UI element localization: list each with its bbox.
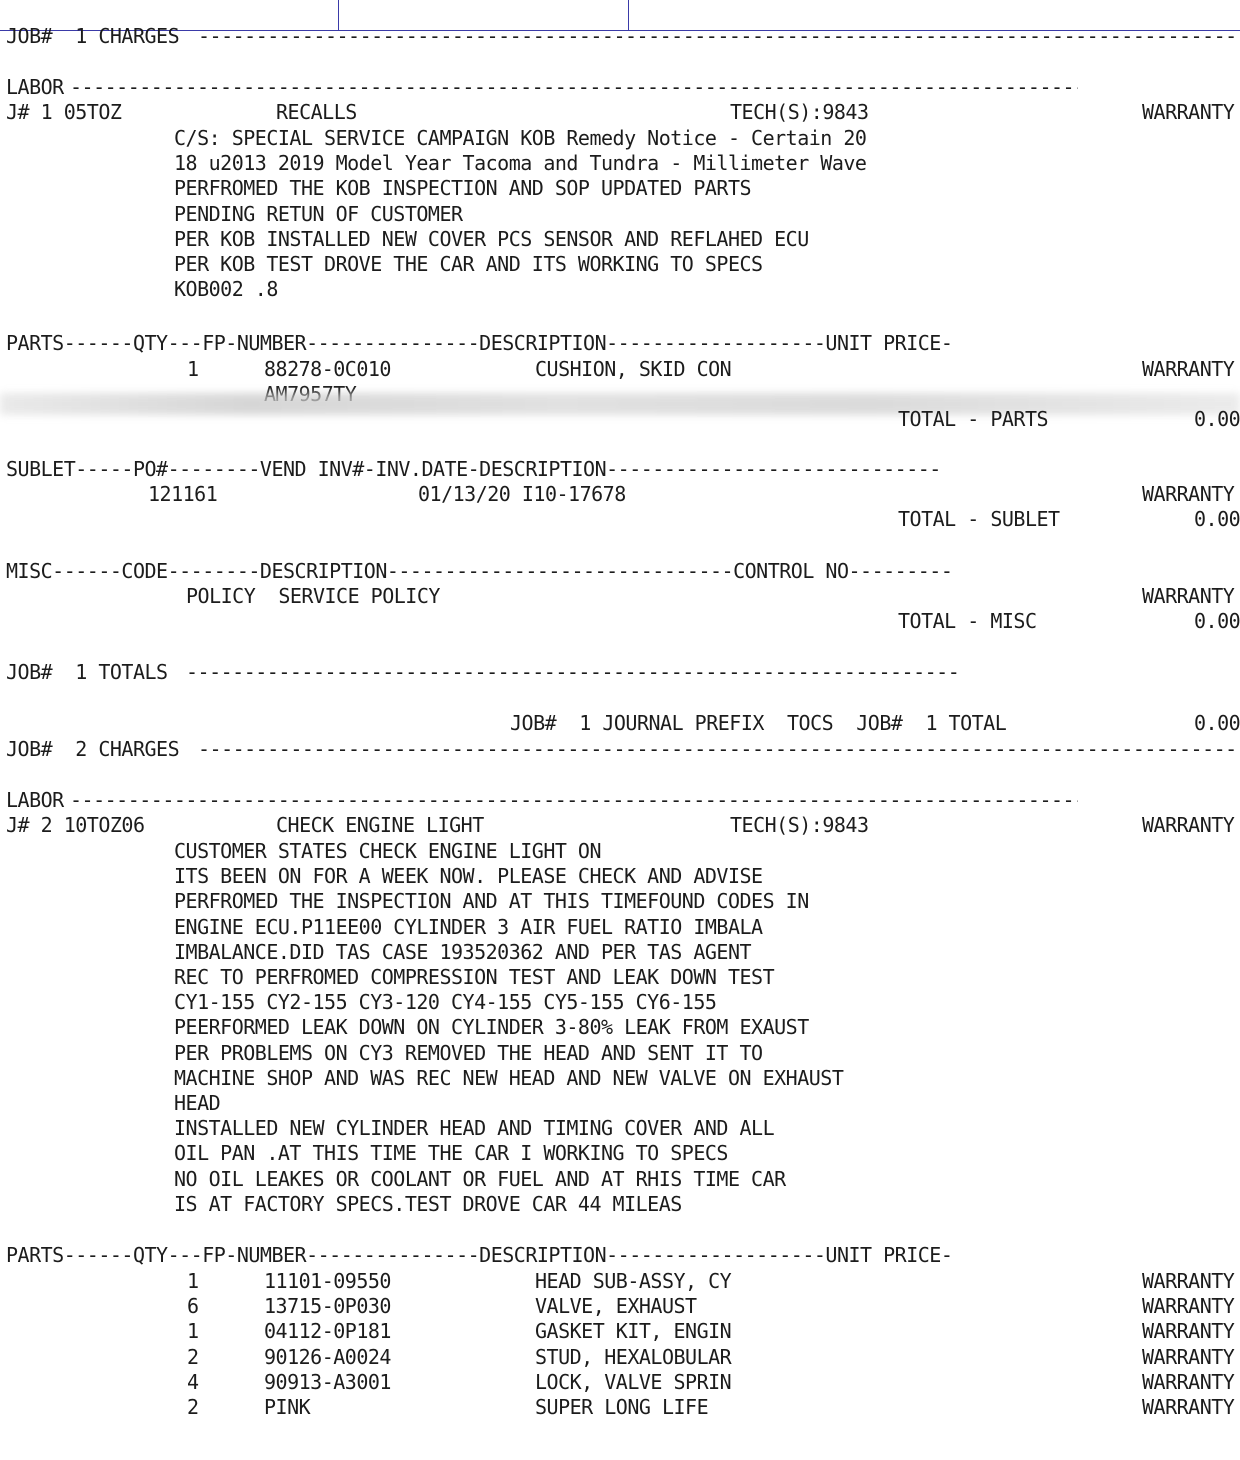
job1-misc-pay: WARRANTY: [1142, 584, 1235, 608]
job1-note-line: 18 u2013 2019 Model Year Tacoma and Tundra - Millimeter Wave: [174, 151, 867, 176]
part-qty: 2: [187, 1395, 199, 1419]
job2-note-line: REC TO PERFROMED COMPRESSION TEST AND LEAK DOWN TEST: [174, 965, 775, 989]
job2-note-line: OIL PAN .AT THIS TIME THE CAR I WORKING TO SPECS: [174, 1141, 728, 1166]
part-qty: 4: [187, 1369, 199, 1394]
job2-note-line: CUSTOMER STATES CHECK ENGINE LIGHT ON: [174, 839, 602, 863]
job1-labor-header: LABOR: [6, 75, 64, 99]
part-description: SUPER LONG LIFE: [535, 1395, 709, 1419]
job1-sublet-pay: WARRANTY: [1142, 482, 1235, 506]
part-number: 90126-A0024: [264, 1344, 391, 1369]
part-pay-type: WARRANTY: [1142, 1269, 1235, 1293]
part-description: VALVE, EXHAUST: [535, 1294, 697, 1319]
part-number: 90913-A3001: [264, 1369, 391, 1394]
job1-labor-rule: [70, 75, 1078, 100]
part-number: 13715-0P030: [264, 1294, 391, 1319]
scan-smear: [0, 393, 1240, 415]
job2-note-line: INSTALLED NEW CYLINDER HEAD AND TIMING COVER AND ALL: [174, 1116, 775, 1141]
part-description: STUD, HEXALOBULAR: [535, 1344, 732, 1369]
part-description: HEAD SUB-ASSY, CY: [535, 1269, 732, 1293]
job1-journal-line: JOB# 1 JOURNAL PREFIX TOCS JOB# 1 TOTAL: [510, 711, 1007, 735]
job1-labor-tech: TECH(S):9843: [730, 100, 869, 124]
part-qty: 1: [187, 1319, 199, 1344]
part-pay-type: WARRANTY: [1142, 1369, 1235, 1394]
job1-total-parts-value: 0.00: [1194, 407, 1240, 431]
part-pay-type: WARRANTY: [1142, 1395, 1235, 1419]
part-description: LOCK, VALVE SPRIN: [535, 1369, 732, 1394]
job2-note-line: ENGINE ECU.P11EE00 CYLINDER 3 AIR FUEL RATIO IMBALA: [174, 914, 763, 939]
job2-parts-header: PARTS------QTY---FP-NUMBER---------------DESCRIPTION-------------------UNIT PRICE-: [6, 1243, 953, 1267]
job2-note-line: IMBALANCE.DID TAS CASE 193520362 AND PER TAS AGENT: [174, 939, 752, 964]
job1-charges-rule: [198, 24, 1240, 49]
part-description: GASKET KIT, ENGIN: [535, 1319, 732, 1344]
part-pay-type: WARRANTY: [1142, 1294, 1235, 1319]
part-pay-type: WARRANTY: [1142, 1344, 1235, 1369]
job1-labor-job: J# 1 05TOZ: [6, 100, 122, 124]
job2-note-line: HEAD: [174, 1091, 221, 1115]
part-pay-type: WARRANTY: [1142, 357, 1235, 381]
job1-total-sublet-value: 0.00: [1194, 507, 1240, 531]
part-qty: 1: [187, 1269, 199, 1293]
job1-totals-header: JOB# 1 TOTALS: [6, 660, 168, 684]
job1-labor-op: RECALLS: [276, 100, 357, 124]
job1-total-parts-label: TOTAL - PARTS: [898, 407, 1049, 431]
job2-labor-pay: WARRANTY: [1142, 813, 1235, 837]
part-pay-type: WARRANTY: [1142, 1319, 1235, 1344]
part-number: 88278-0C010: [264, 357, 391, 381]
job1-labor-pay: WARRANTY: [1142, 100, 1235, 124]
job1-total-misc-label: TOTAL - MISC: [898, 609, 1037, 633]
job1-total-sublet-label: TOTAL - SUBLET: [898, 507, 1060, 531]
job1-total-misc-value: 0.00: [1194, 609, 1240, 633]
job1-note-line: PER KOB TEST DROVE THE CAR AND ITS WORKING TO SPECS: [174, 252, 763, 276]
job2-labor-job: J# 2 10TOZ06: [6, 813, 145, 837]
job1-charges-header: JOB# 1 CHARGES: [6, 24, 180, 48]
job1-misc-header: MISC------CODE--------DESCRIPTION------------------------------CONTROL NO---------: [6, 559, 953, 583]
job2-note-line: PER PROBLEMS ON CY3 REMOVED THE HEAD AND SENT IT TO: [174, 1040, 763, 1065]
job1-parts-header: PARTS------QTY---FP-NUMBER---------------DESCRIPTION-------------------UNIT PRICE-: [6, 331, 953, 355]
job1-misc-line: POLICY SERVICE POLICY: [186, 584, 440, 608]
job1-sublet-date-desc: 01/13/20 I10-17678: [418, 482, 626, 506]
part-number: PINK: [264, 1395, 311, 1419]
job1-sublet-po: 121161: [148, 482, 218, 506]
job1-note-line: PER KOB INSTALLED NEW COVER PCS SENSOR AND REFLAHED ECU: [174, 226, 809, 251]
job2-note-line: PERFROMED THE INSPECTION AND AT THIS TIMEFOUND CODES IN: [174, 889, 809, 914]
part-number: 11101-09550: [264, 1269, 391, 1293]
part-qty: 6: [187, 1294, 199, 1319]
job2-note-line: IS AT FACTORY SPECS.TEST DROVE CAR 44 MILEAS: [174, 1191, 682, 1216]
part-qty: 2: [187, 1344, 199, 1369]
part-description: CUSHION, SKID CON: [535, 357, 732, 381]
job2-note-line: NO OIL LEAKES OR COOLANT OR FUEL AND AT RHIS TIME CAR: [174, 1166, 786, 1191]
job2-labor-header: LABOR: [6, 788, 64, 812]
job1-totals-rule: [186, 660, 960, 685]
job2-note-line: MACHINE SHOP AND WAS REC NEW HEAD AND NEW VALVE ON EXHAUST: [174, 1065, 844, 1090]
job2-note-line: CY1-155 CY2-155 CY3-120 CY4-155 CY5-155 CY6-155: [174, 990, 717, 1015]
job2-note-line: ITS BEEN ON FOR A WEEK NOW. PLEASE CHECK AND ADVISE: [174, 864, 763, 889]
job2-charges-rule: [198, 737, 1240, 762]
job2-note-line: PEERFORMED LEAK DOWN ON CYLINDER 3-80% LEAK FROM EXAUST: [174, 1015, 809, 1040]
job2-labor-op: CHECK ENGINE LIGHT: [276, 813, 484, 837]
job1-note-line: PERFROMED THE KOB INSPECTION AND SOP UPDATED PARTS: [174, 176, 752, 201]
job1-note-line: PENDING RETUN OF CUSTOMER: [174, 201, 463, 226]
job1-note-line: KOB002 .8: [174, 277, 278, 302]
job2-labor-rule: [70, 788, 1078, 813]
part-number: 04112-0P181: [264, 1319, 391, 1344]
job1-sublet-header: SUBLET-----PO#--------VEND INV#-INV.DATE-DESCRIPTION-----------------------------: [6, 457, 941, 481]
job1-note-line: C/S: SPECIAL SERVICE CAMPAIGN KOB Remedy Notice - Certain 20: [174, 126, 867, 150]
part-qty: 1: [187, 357, 199, 381]
job2-charges-header: JOB# 2 CHARGES: [6, 737, 180, 761]
job2-labor-tech: TECH(S):9843: [730, 813, 869, 837]
job1-total-value: 0.00: [1194, 711, 1240, 735]
